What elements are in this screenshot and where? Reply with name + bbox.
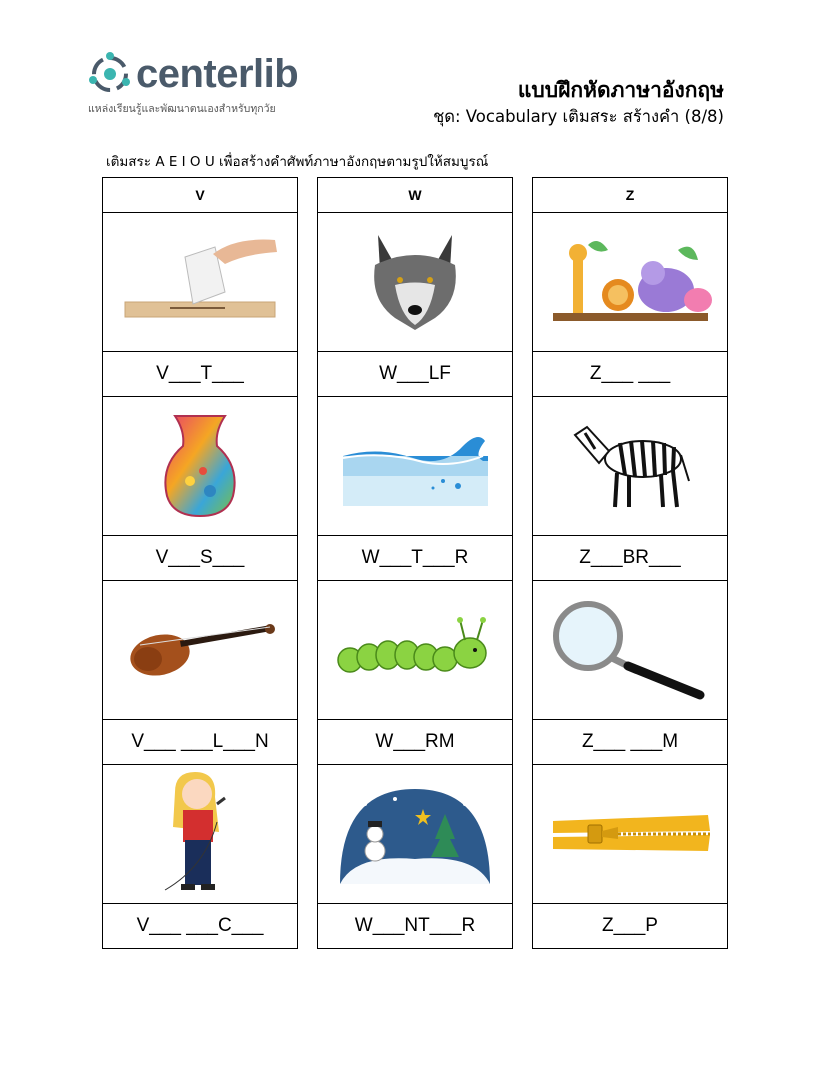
column-header: V bbox=[103, 178, 297, 213]
word-blank[interactable]: V___ ___C___ bbox=[136, 915, 264, 936]
word-blank[interactable]: V___S___ bbox=[103, 536, 297, 581]
word-blank[interactable]: Z___BR___ bbox=[533, 536, 727, 581]
picture-cell bbox=[533, 213, 727, 352]
logo-text: centerlib bbox=[136, 52, 299, 96]
picture-cell bbox=[103, 581, 297, 720]
zebra-icon bbox=[565, 421, 695, 511]
singer-icon bbox=[145, 772, 255, 897]
word-blank[interactable]: Z___P bbox=[602, 915, 658, 936]
snow-globe-winter-icon bbox=[335, 779, 495, 889]
column-z bbox=[532, 177, 728, 949]
word-blank[interactable]: W___RM bbox=[318, 720, 512, 765]
word-blank[interactable]: W___NT___R bbox=[354, 915, 476, 936]
picture-cell bbox=[318, 213, 512, 352]
column-header: Z bbox=[533, 178, 727, 213]
water-wave-icon bbox=[343, 426, 488, 506]
vase-icon bbox=[155, 411, 245, 521]
magnifying-glass-zoom-icon bbox=[550, 600, 710, 700]
centerlib-logo bbox=[86, 50, 326, 120]
caterpillar-worm-icon bbox=[335, 615, 495, 685]
page-title: แบบฝึกหัดภาษาอังกฤษ bbox=[517, 78, 724, 102]
wolf-icon bbox=[360, 230, 470, 335]
word-blank[interactable]: Z___ ___ bbox=[533, 352, 727, 397]
column-w bbox=[317, 177, 513, 949]
logo-mark-icon bbox=[86, 50, 134, 98]
zoo-animals-icon bbox=[548, 235, 713, 330]
page-subtitle: ชุด: Vocabulary เติมสระ สร้างคำ (8/8) bbox=[433, 107, 724, 126]
picture-cell bbox=[318, 765, 512, 904]
picture-cell bbox=[533, 397, 727, 536]
picture-cell bbox=[533, 765, 727, 904]
word-blank[interactable]: W___T___R bbox=[318, 536, 512, 581]
picture-cell bbox=[318, 581, 512, 720]
picture-cell bbox=[103, 397, 297, 536]
ballot-box-icon bbox=[115, 232, 285, 332]
word-blank[interactable]: Z___ ___M bbox=[533, 720, 727, 765]
picture-cell bbox=[318, 397, 512, 536]
word-blank[interactable]: V___T___ bbox=[103, 352, 297, 397]
word-blank[interactable]: V___ ___L___N bbox=[103, 720, 297, 765]
picture-cell bbox=[533, 581, 727, 720]
logo-tagline: แหล่งเรียนรู้และพัฒนาตนเองสำหรับทุกวัย bbox=[88, 103, 276, 115]
word-blank[interactable]: W___LF bbox=[318, 352, 512, 397]
column-v bbox=[102, 177, 298, 949]
picture-cell bbox=[103, 765, 297, 904]
picture-cell bbox=[103, 213, 297, 352]
instruction-text: เติมสระ A E I O U เพื่อสร้างคำศัพท์ภาษาอังกฤษตามรูปให้สมบูรณ์ bbox=[106, 154, 489, 170]
violin-icon bbox=[120, 615, 280, 685]
column-header: W bbox=[318, 178, 512, 213]
zipper-icon bbox=[548, 809, 713, 859]
